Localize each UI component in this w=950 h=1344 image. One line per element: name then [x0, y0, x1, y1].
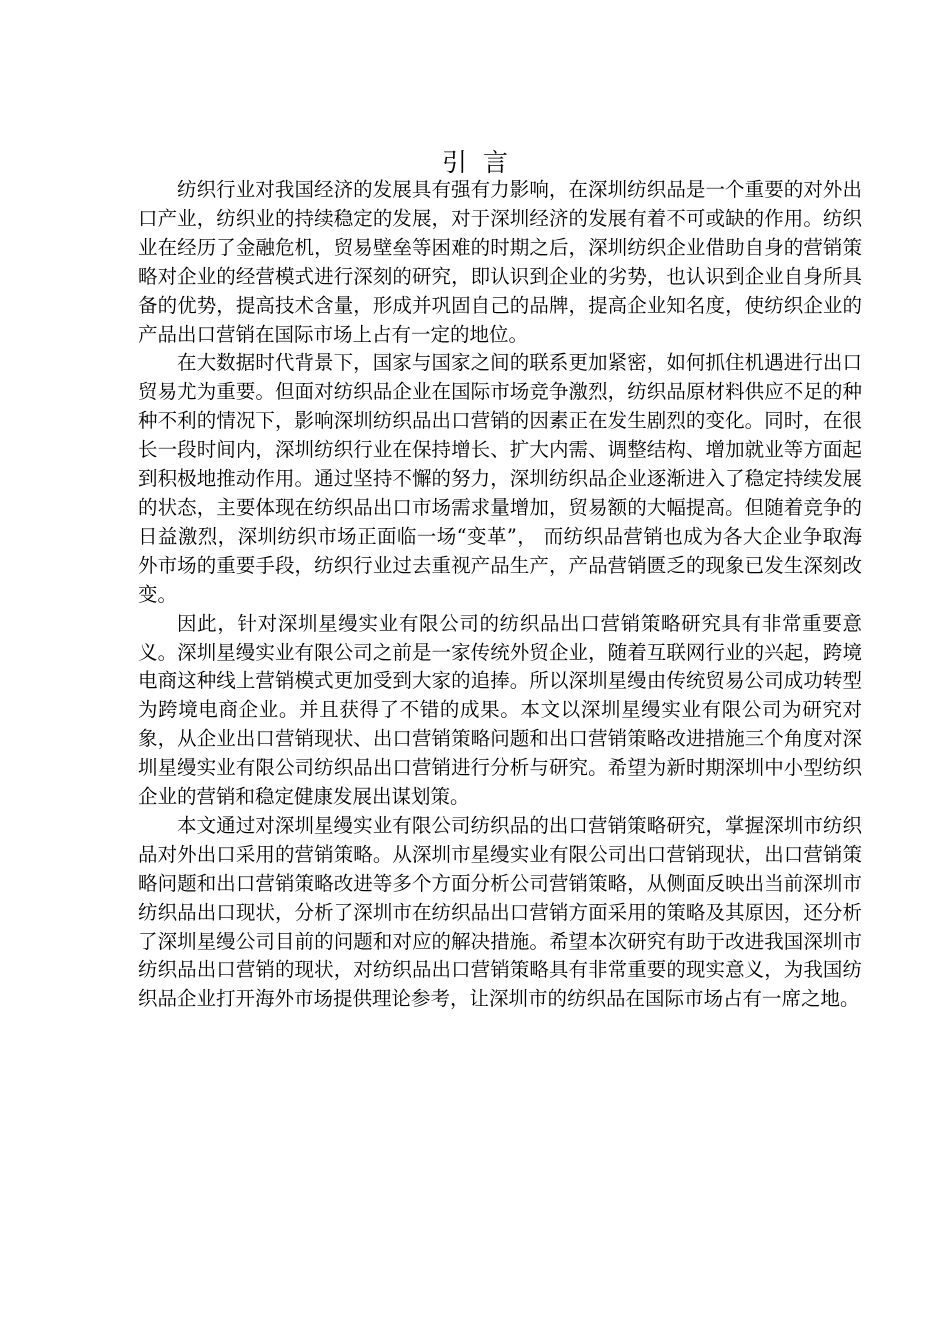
paragraph-2: 在大数据时代背景下，国家与国家之间的联系更加紧密，如何抓住机遇进行出口贸易尤为重要。但面对纺织品企业在国际市场竞争激烈，纺织品原材料供应不足的种种不利的情况下，影响深圳纺织品出口营销的因素正在发生剧烈的变化。同时，在很长一段时间内，深圳纺织行业在保持增长、扩大内需、调整结构、增加就业等方面起到积极地推动作用。通过坚持不懈的努力，深圳纺织品企业逐渐进入了稳定持续发展的状态，主要体现在纺织品出口市场需求量增加，贸易额的大幅提高。但随着竞争的日益激烈，深圳纺织市场正面临一场“变革”， 而纺织品营销也成为各大企业争取海外市场的重要手段，纺织行业过去重视产品生产，产品营销匮乏的现象已发生深刻改变。	[138, 351, 862, 606]
body-text	[138, 176, 862, 1014]
paragraph-4: 本文通过对深圳星缦实业有限公司纺织品的出口营销策略研究，掌握深圳市纺织品对外出口采用的营销策略。从深圳市星缦实业有限公司出口营销现状，出口营销策略问题和出口营销策略改进等多个方面分析公司营销策略，从侧面反映出当前深圳市纺织品出口现状，分析了深圳市在纺织品出口营销方面采用的策略及其原因，还分析了深圳星缦公司目前的问题和对应的解决措施。希望本次研究有助于改进我国深圳市纺织品出口营销的现状，对纺织品出口营销策略具有非常重要的现实意义，为我国纺织品企业打开海外市场提供理论参考，让深圳市的纺织品在国际市场占有一席之地。	[138, 813, 862, 1011]
section-heading: 引言	[441, 148, 524, 177]
paragraph-1: 纺织行业对我国经济的发展具有强有力影响，在深圳纺织品是一个重要的对外出口产业，纺织业的持续稳定的发展，对于深圳经济的发展有着不可或缺的作用。纺织业在经历了金融危机，贸易壁垒等困难的时期之后，深圳纺织企业借助自身的营销策略对企业的经营模式进行深刻的研究，即认识到企业的劣势，也认识到企业自身所具备的优势，提高技术含量，形成并巩固自己的品牌，提高企业知名度，使纺织企业的产品出口营销在国际市场上占有一定的地位。	[138, 178, 862, 346]
paragraph-3: 因此，针对深圳星缦实业有限公司的纺织品出口营销策略研究具有非常重要意义。深圳星缦实业有限公司之前是一家传统外贸企业，随着互联网行业的兴起，跨境电商这种线上营销模式更加受到大家的追捧。所以深圳星缦由传统贸易公司成功转型为跨境电商企业。并且获得了不错的成果。本文以深圳星缦实业有限公司为研究对象，从企业出口营销现状、出口营销策略问题和出口营销策略改进措施三个角度对深圳星缦实业有限公司纺织品出口营销进行分析与研究。希望为新时期深圳中小型纺织企业的营销和稳定健康发展出谋划策。	[138, 611, 862, 809]
